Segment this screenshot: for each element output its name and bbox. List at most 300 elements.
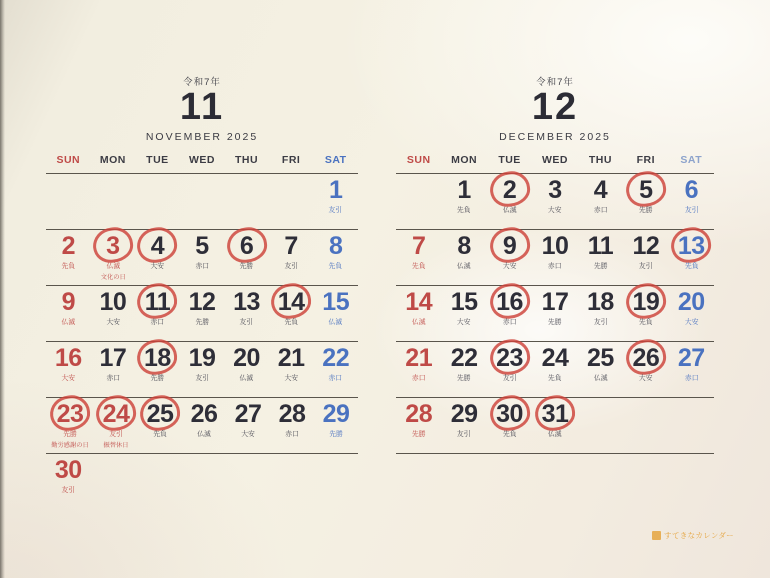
date-number: 4 — [150, 231, 165, 260]
date-number: 25 — [587, 343, 614, 372]
holiday-label: 文化の日 — [100, 273, 126, 281]
date-cell — [314, 398, 358, 453]
date-number: 19 — [632, 287, 660, 316]
date-number: 2 — [61, 231, 75, 260]
date-cell — [441, 398, 486, 453]
date-cell — [623, 342, 668, 397]
date-cell — [135, 174, 180, 229]
date-cell — [269, 230, 314, 285]
rokuyo-label: 友引 — [684, 205, 699, 214]
date-number-wrap — [56, 399, 84, 428]
rokuyo-label: 大安 — [61, 373, 76, 382]
date-number: 23 — [56, 399, 84, 428]
date-number-wrap — [99, 287, 127, 316]
date-number-wrap — [61, 287, 75, 316]
date-cell — [487, 174, 532, 229]
calendar-grid — [46, 174, 358, 509]
red-circle-annotation — [488, 394, 531, 433]
calendar-december — [396, 74, 714, 454]
rokuyo-label: 友引 — [109, 429, 123, 438]
date-cell — [94, 398, 138, 453]
date-number-wrap — [502, 175, 517, 204]
rokuyo-label: 仏滅 — [197, 429, 211, 438]
date-number: 1 — [457, 175, 471, 204]
date-number: 8 — [457, 231, 471, 260]
weekday-label: FRI — [636, 153, 656, 166]
date-number-wrap — [102, 399, 130, 428]
date-number: 15 — [322, 287, 350, 316]
date-cell — [46, 342, 91, 397]
rokuyo-label: 仏滅 — [457, 261, 471, 270]
date-number: 28 — [278, 399, 306, 428]
weekday-label: SAT — [680, 153, 703, 166]
date-number-wrap — [541, 399, 569, 428]
date-cell — [487, 342, 532, 397]
date-number-wrap — [541, 231, 569, 260]
brand-logo-text: すてきなカレンダー — [664, 531, 734, 540]
date-number: 25 — [146, 399, 174, 428]
date-number-wrap — [412, 231, 426, 260]
date-number-wrap — [322, 399, 350, 428]
rokuyo-label: 仏滅 — [593, 373, 608, 382]
date-number: 16 — [54, 343, 82, 372]
red-circle-annotation — [670, 226, 713, 265]
rokuyo-label: 赤口 — [502, 317, 517, 326]
rokuyo-label: 友引 — [284, 261, 298, 270]
date-cell — [182, 398, 226, 453]
date-cell — [669, 342, 714, 397]
rokuyo-label: 先負 — [61, 261, 76, 270]
weekday-label: WED — [188, 153, 215, 166]
rokuyo-label: 大安 — [684, 317, 699, 326]
weekday-label: SAT — [324, 153, 347, 166]
week-row — [396, 174, 714, 230]
date-number-wrap — [144, 287, 171, 316]
date-number-wrap — [329, 175, 343, 204]
rokuyo-label: 先勝 — [411, 429, 426, 438]
date-number: 27 — [234, 399, 262, 428]
rokuyo-label: 先勝 — [329, 429, 343, 438]
date-number: 29 — [322, 399, 350, 428]
date-cell — [269, 454, 314, 509]
red-circle-annotation — [533, 394, 576, 433]
date-cell — [396, 174, 441, 229]
date-cell — [270, 398, 314, 453]
date-cell — [441, 174, 486, 229]
date-number: 6 — [239, 231, 254, 260]
red-circle-annotation — [269, 282, 312, 321]
date-number-wrap — [233, 343, 260, 372]
date-number-wrap — [502, 231, 517, 260]
weekday-row — [396, 154, 714, 174]
red-circle-annotation — [488, 170, 531, 209]
date-number: 19 — [188, 343, 216, 372]
date-number-wrap — [587, 287, 614, 316]
rokuyo-label: 赤口 — [195, 261, 209, 270]
rokuyo-label: 先勝 — [239, 261, 254, 270]
date-number: 10 — [541, 231, 569, 260]
date-cell — [138, 398, 182, 453]
date-cell — [578, 286, 623, 341]
rokuyo-label: 先負 — [502, 429, 517, 438]
holiday-label: 勤労感謝の日 — [51, 441, 89, 449]
date-cell — [269, 174, 314, 229]
date-number-wrap — [632, 231, 660, 260]
red-circle-annotation — [136, 338, 179, 377]
photo-left-edge-shadow — [0, 0, 5, 578]
date-number-wrap — [233, 287, 260, 316]
date-number: 14 — [277, 287, 305, 316]
date-cell — [313, 454, 358, 509]
date-number-wrap — [322, 287, 350, 316]
date-cell — [532, 398, 577, 453]
date-number-wrap — [639, 175, 653, 204]
date-cell — [396, 398, 441, 453]
red-circle-annotation — [624, 170, 667, 209]
week-row — [396, 342, 714, 398]
calendar-november — [46, 74, 358, 509]
weekday-label: FRI — [281, 153, 301, 166]
date-number-wrap — [541, 287, 569, 316]
date-cell — [441, 286, 486, 341]
brand-logo-icon — [652, 531, 661, 540]
date-cell — [313, 174, 358, 229]
date-cell — [396, 230, 441, 285]
weekday-label: THU — [235, 153, 259, 166]
date-number-wrap — [188, 343, 216, 372]
date-cell — [180, 342, 225, 397]
date-number: 7 — [284, 231, 298, 260]
date-number-wrap — [144, 343, 171, 372]
date-number-wrap — [450, 343, 478, 372]
date-number: 3 — [106, 231, 120, 260]
date-number: 20 — [677, 287, 705, 316]
date-number-wrap — [54, 343, 82, 372]
date-cell — [46, 286, 91, 341]
rokuyo-label: 大安 — [150, 261, 165, 270]
date-number-wrap — [106, 231, 120, 260]
week-row — [396, 286, 714, 342]
date-number-wrap — [61, 231, 75, 260]
rokuyo-label: 赤口 — [328, 373, 343, 382]
date-number: 14 — [405, 287, 433, 316]
date-cell — [578, 174, 623, 229]
date-cell — [46, 454, 91, 509]
red-circle-annotation — [94, 394, 137, 433]
rokuyo-label: 友引 — [502, 373, 517, 382]
date-number-wrap — [277, 287, 305, 316]
date-cell — [91, 174, 136, 229]
red-circle-annotation — [488, 226, 531, 265]
date-number: 30 — [496, 399, 523, 428]
date-cell — [180, 230, 225, 285]
month-number: 12 — [531, 86, 579, 128]
date-number: 30 — [54, 455, 82, 484]
weekday-label: WED — [541, 153, 568, 166]
calendar-header — [46, 74, 358, 143]
date-number-wrap — [677, 287, 705, 316]
date-number-wrap — [190, 399, 218, 428]
date-number: 20 — [233, 343, 260, 372]
date-cell — [532, 342, 577, 397]
date-cell — [396, 286, 441, 341]
rokuyo-label: 先勝 — [63, 429, 77, 438]
rokuyo-label: 赤口 — [593, 205, 608, 214]
date-number-wrap — [677, 231, 705, 260]
date-number: 28 — [405, 399, 433, 428]
date-cell — [532, 230, 577, 285]
date-number: 10 — [99, 287, 127, 316]
rokuyo-label: 赤口 — [684, 373, 699, 382]
red-circle-annotation — [91, 226, 134, 265]
date-cell — [487, 230, 532, 285]
rokuyo-label: 友引 — [328, 205, 343, 214]
date-number: 12 — [188, 287, 216, 316]
date-cell — [313, 342, 358, 397]
rokuyo-label: 仏滅 — [411, 317, 426, 326]
date-cell — [578, 398, 623, 453]
date-number: 1 — [329, 175, 343, 204]
date-number-wrap — [146, 399, 174, 428]
date-number: 9 — [502, 231, 517, 260]
date-cell — [532, 174, 577, 229]
date-cell — [46, 398, 94, 453]
date-number-wrap — [632, 287, 660, 316]
date-cell — [487, 286, 532, 341]
date-number-wrap — [587, 231, 614, 260]
rokuyo-label: 友引 — [61, 485, 76, 494]
date-cell — [269, 342, 314, 397]
red-circle-annotation — [225, 226, 268, 265]
date-number-wrap — [587, 343, 614, 372]
brand-logo — [652, 530, 734, 541]
weekday-label: SUN — [56, 153, 81, 166]
date-number-wrap — [450, 399, 478, 428]
date-number-wrap — [188, 287, 216, 316]
date-number-wrap — [457, 175, 471, 204]
rokuyo-label: 赤口 — [150, 317, 165, 326]
red-circle-annotation — [136, 282, 179, 321]
rokuyo-label: 友引 — [593, 317, 608, 326]
date-number: 8 — [329, 231, 343, 260]
date-number: 15 — [450, 287, 478, 316]
rokuyo-label: 先勝 — [548, 317, 562, 326]
era-year-label: 令和7年 — [183, 77, 221, 88]
date-cell — [180, 454, 225, 509]
date-number: 3 — [548, 175, 562, 204]
red-circle-annotation — [488, 338, 531, 377]
date-cell — [224, 230, 269, 285]
date-number: 22 — [322, 343, 350, 372]
date-cell — [226, 398, 270, 453]
date-number-wrap — [54, 455, 82, 484]
date-cell — [135, 454, 180, 509]
date-number: 16 — [496, 287, 523, 316]
rokuyo-label: 先負 — [639, 317, 653, 326]
date-number-wrap — [457, 231, 471, 260]
date-cell — [135, 230, 180, 285]
rokuyo-label: 大安 — [502, 261, 517, 270]
weekday-label: SUN — [406, 153, 431, 166]
rokuyo-label: 先負 — [328, 261, 343, 270]
red-circle-annotation — [488, 282, 531, 321]
date-cell — [224, 454, 269, 509]
date-number: 9 — [61, 287, 75, 316]
date-cell — [396, 342, 441, 397]
date-number: 24 — [541, 343, 569, 372]
rokuyo-label: 赤口 — [285, 429, 299, 438]
red-circle-annotation — [624, 282, 667, 321]
rokuyo-label: 先負 — [457, 205, 471, 214]
rokuyo-label: 先負 — [548, 373, 562, 382]
week-row — [46, 230, 358, 286]
date-number: 22 — [450, 343, 478, 372]
rokuyo-label: 仏滅 — [106, 261, 120, 270]
holiday-label: 振替休日 — [103, 441, 129, 449]
date-number-wrap — [684, 175, 698, 204]
date-number-wrap — [405, 399, 433, 428]
date-number-wrap — [277, 343, 305, 372]
date-number: 29 — [450, 399, 478, 428]
calendar-header — [396, 74, 714, 143]
rokuyo-label: 仏滅 — [502, 205, 517, 214]
week-row — [46, 342, 358, 398]
date-cell — [224, 286, 269, 341]
rokuyo-label: 大安 — [457, 317, 471, 326]
weekday-label: MON — [451, 153, 478, 166]
weekday-row — [46, 154, 358, 174]
rokuyo-label: 友引 — [239, 317, 254, 326]
date-number: 11 — [144, 287, 171, 316]
date-number: 23 — [496, 343, 523, 372]
date-number-wrap — [450, 287, 478, 316]
weekday-label: MON — [99, 153, 126, 166]
date-number: 13 — [233, 287, 260, 316]
rokuyo-label: 大安 — [241, 429, 255, 438]
weekday-label: THU — [588, 153, 612, 166]
date-number: 27 — [677, 343, 705, 372]
date-number: 4 — [593, 175, 608, 204]
date-number: 18 — [144, 343, 171, 372]
calendar-grid — [396, 174, 714, 454]
date-cell — [623, 286, 668, 341]
rokuyo-label: 友引 — [195, 373, 209, 382]
date-cell — [91, 342, 136, 397]
date-number-wrap — [99, 343, 127, 372]
date-cell — [180, 174, 225, 229]
rokuyo-label: 友引 — [639, 261, 653, 270]
date-number-wrap — [496, 287, 523, 316]
date-number-wrap — [284, 231, 298, 260]
week-row — [46, 398, 358, 454]
red-circle-annotation — [48, 394, 91, 433]
date-cell — [180, 286, 225, 341]
date-number: 13 — [677, 231, 705, 260]
date-number: 17 — [541, 287, 569, 316]
date-cell — [135, 286, 180, 341]
rokuyo-label: 大安 — [639, 373, 653, 382]
date-cell — [269, 286, 314, 341]
date-number-wrap — [405, 343, 433, 372]
date-number: 11 — [587, 231, 614, 260]
date-cell — [669, 174, 714, 229]
date-cell — [669, 398, 714, 453]
date-cell — [91, 286, 136, 341]
date-number-wrap — [548, 175, 562, 204]
date-number-wrap — [239, 231, 254, 260]
date-number: 6 — [684, 175, 698, 204]
date-number-wrap — [150, 231, 165, 260]
weekday-label: TUE — [146, 153, 169, 166]
week-row — [46, 286, 358, 342]
date-cell — [487, 398, 532, 453]
date-cell — [623, 230, 668, 285]
rokuyo-label: 仏滅 — [328, 317, 343, 326]
date-cell — [224, 342, 269, 397]
date-number-wrap — [195, 231, 209, 260]
red-circle-annotation — [136, 226, 179, 265]
date-cell — [313, 286, 358, 341]
month-name: NOVEMBER 2025 — [145, 130, 259, 143]
rokuyo-label: 先負 — [411, 261, 426, 270]
date-number: 2 — [502, 175, 517, 204]
date-cell — [441, 230, 486, 285]
week-row — [396, 230, 714, 286]
date-number: 5 — [195, 231, 209, 260]
rokuyo-label: 先負 — [684, 261, 699, 270]
week-row — [396, 398, 714, 454]
date-number-wrap — [496, 343, 523, 372]
rokuyo-label: 先勝 — [195, 317, 209, 326]
date-number: 17 — [99, 343, 127, 372]
date-number: 5 — [639, 175, 653, 204]
date-cell — [623, 174, 668, 229]
date-cell — [578, 230, 623, 285]
week-row — [46, 174, 358, 230]
rokuyo-label: 仏滅 — [61, 317, 76, 326]
date-cell — [313, 230, 358, 285]
date-number: 7 — [412, 231, 426, 260]
date-number-wrap — [632, 343, 660, 372]
date-cell — [623, 398, 668, 453]
rokuyo-label: 先勝 — [150, 373, 165, 382]
date-number-wrap — [593, 175, 608, 204]
rokuyo-label: 仏滅 — [239, 373, 254, 382]
rokuyo-label: 大安 — [548, 205, 562, 214]
era-year-label: 令和7年 — [536, 77, 574, 88]
date-cell — [46, 174, 91, 229]
rokuyo-label: 仏滅 — [548, 429, 562, 438]
rokuyo-label: 先勝 — [639, 205, 653, 214]
date-number: 12 — [632, 231, 660, 260]
date-number: 21 — [405, 343, 433, 372]
date-number: 26 — [190, 399, 218, 428]
date-number-wrap — [278, 399, 306, 428]
date-number: 31 — [541, 399, 569, 428]
date-number-wrap — [234, 399, 262, 428]
week-row — [46, 454, 358, 509]
date-cell — [669, 230, 714, 285]
rokuyo-label: 先勝 — [457, 373, 471, 382]
date-cell — [669, 286, 714, 341]
rokuyo-label: 赤口 — [411, 373, 426, 382]
weekday-label: TUE — [498, 153, 521, 166]
red-circle-annotation — [624, 338, 667, 377]
date-cell — [532, 286, 577, 341]
rokuyo-label: 大安 — [284, 373, 298, 382]
rokuyo-label: 友引 — [457, 429, 471, 438]
date-cell — [91, 454, 136, 509]
